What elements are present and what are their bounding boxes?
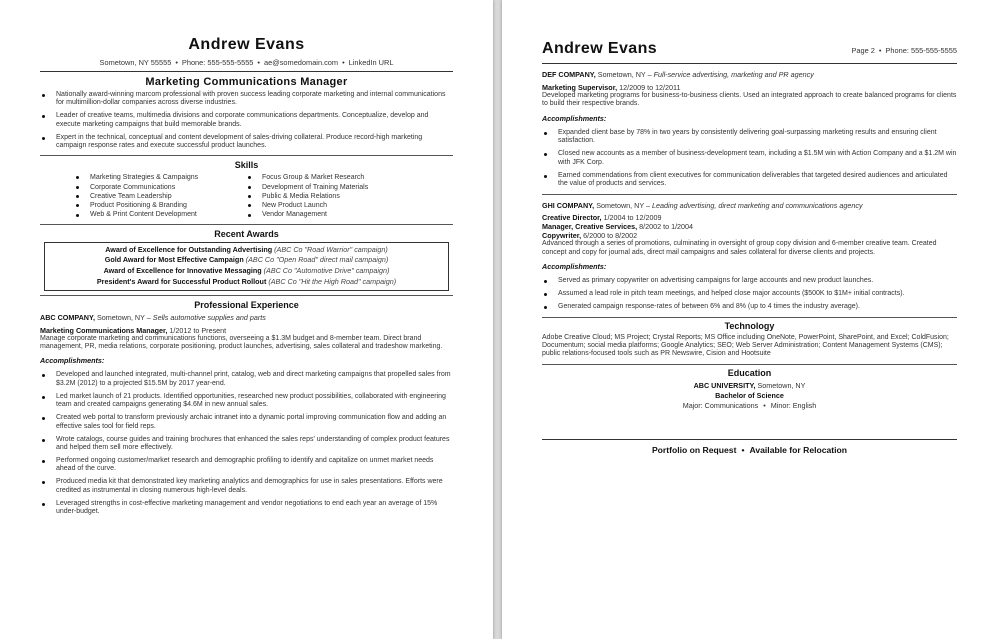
accomplishment-item: Served as primary copywriter on advertising campaigns for large accounts and new product launches. — [542, 277, 957, 285]
award-detail: (ABC Co "Automotive Drive" campaign) — [263, 266, 390, 276]
resume-page-2 — [502, 0, 997, 639]
school-name: ABC UNIVERSITY, — [693, 380, 756, 390]
accomplishments-list — [542, 277, 957, 311]
contact-location: Sometown, NY 55555 — [99, 58, 172, 67]
accomplishment-item: Generated campaign response-rates of between 6% and 8% (up to 4 times the industry average). — [542, 303, 957, 311]
accomplishment-item: Assumed a lead role in pitch team meetings, and helped close major accounts ($500K to $1M+ initial contracts). — [542, 290, 957, 298]
major: Major: Communications — [682, 400, 759, 410]
divider — [542, 317, 957, 318]
role-line — [542, 222, 957, 231]
award-item — [45, 266, 448, 277]
award-name: Award of Excellence for Outstanding Advertising — [105, 244, 273, 254]
contact-line — [40, 58, 453, 67]
education-school — [542, 381, 957, 391]
candidate-name: Andrew Evans — [188, 36, 305, 53]
divider — [40, 295, 453, 296]
role-dates: 1/2012 to Present — [169, 325, 227, 335]
technology-text: Adobe Creative Cloud; MS Project; Crystal Reports; MS Office including OneNote, PowerPoint, SharePoint, and Excel; ColdFusion; Documentum; social media platforms; Google Analytics; SEO; Web Server Administration; Content Management Systems (CMS); public relations-focused tools such as PR Newswire, Cision and Hootsuite — [542, 333, 949, 358]
separator: • — [763, 400, 766, 410]
page2-header — [542, 40, 957, 58]
page-number: Page 2 — [851, 46, 875, 55]
award-item — [45, 245, 448, 256]
skill-item: Focus Group & Market Research — [248, 173, 420, 182]
company-name: DEF COMPANY, — [542, 70, 596, 79]
summary-item: Expert in the technical, conceptual and content development of sales-driving collateral. Produce record-high marketing campaign response rates and execute successful product launches. — [40, 134, 453, 151]
separator: • — [175, 58, 178, 67]
role-title: Marketing Communications Manager, — [40, 325, 168, 335]
technology-title: Technology — [724, 320, 775, 331]
award-detail: (ABC Co "Hit the High Road" campaign) — [268, 276, 397, 286]
awards-title: Recent Awards — [214, 228, 279, 239]
company-location: Sometown, NY – — [96, 312, 151, 322]
contact-phone: Phone: 555-555-5555 — [181, 58, 254, 67]
role-dates: 12/2009 to 12/2011 — [619, 83, 681, 92]
role-title: Manager, Creative Services, — [542, 222, 638, 232]
divider — [40, 224, 453, 225]
role-line — [40, 326, 453, 335]
role-line — [542, 213, 957, 222]
role-title: Marketing Supervisor, — [542, 83, 618, 92]
role-title: Copywriter, — [542, 231, 582, 241]
skill-item: Corporate Communications — [76, 183, 248, 192]
company-line — [542, 70, 957, 80]
experience-title: Professional Experience — [194, 299, 299, 310]
company-name: ABC COMPANY, — [40, 312, 95, 322]
award-item — [45, 255, 448, 266]
summary-item: Leader of creative teams, multimedia divisions and corporate communications departments. Conceptualize, develop and execute marketing campaigns that build memorable brands. — [40, 112, 453, 129]
education-title: Education — [727, 367, 772, 378]
award-name: Award of Excellence for Innovative Messaging — [103, 266, 262, 276]
award-name: Gold Award for Most Effective Campaign — [104, 255, 244, 265]
skill-item: Creative Team Leadership — [76, 192, 248, 201]
role-dates: 1/2004 to 12/2009 — [603, 213, 662, 223]
footer-line — [542, 445, 957, 455]
accomplishment-item: Leveraged strengths in cost-effective marketing management and vendor negotiations to end each year an average of 15% under-budget. — [40, 500, 453, 517]
divider — [542, 439, 957, 440]
skill-item: Marketing Strategies & Campaigns — [76, 173, 248, 182]
company-location: Sometown, NY – — [596, 201, 650, 211]
role-line — [542, 231, 957, 240]
education-degree — [542, 391, 957, 401]
company-desc: Leading advertising, direct marketing and communications agency — [652, 201, 863, 211]
minor: Minor: English — [770, 400, 817, 410]
contact-email: ae@somedomain.com — [264, 58, 339, 67]
degree: Bachelor of Science — [715, 390, 784, 400]
divider — [40, 155, 453, 156]
award-item — [45, 277, 448, 288]
role-dates: 8/2002 to 1/2004 — [639, 222, 694, 232]
footer-relocation: Available for Relocation — [749, 444, 848, 455]
award-name: President's Award for Successful Product Rollout — [96, 276, 267, 286]
skills-list — [40, 173, 453, 219]
accomplishment-item: Wrote catalogs, course guides and training brochures that enhanced the sales reps' understanding of complex product features and helped them sell more effectively. — [40, 436, 453, 453]
summary-list — [40, 91, 453, 151]
award-detail: (ABC Co "Road Warrior" campaign) — [274, 244, 388, 254]
skill-item: Product Positioning & Branding — [76, 201, 248, 210]
skill-item: Public & Media Relations — [248, 192, 420, 201]
role-title: Creative Director, — [542, 213, 602, 223]
company-line — [542, 201, 957, 211]
award-detail: (ABC Co "Open Road" direct mail campaign) — [245, 255, 389, 265]
separator: • — [741, 444, 745, 455]
skills-title: Skills — [234, 160, 259, 171]
education-major-minor — [542, 401, 957, 411]
headline: Marketing Communications Manager — [145, 76, 348, 88]
contact-phone: Phone: 555-555-5555 — [885, 46, 957, 55]
accomplishment-item: Earned commendations from client executives for communication deliverables that targeted desired audiences and articulated the value of products and services. — [542, 172, 957, 189]
skills-column-left — [76, 173, 248, 219]
awards-box — [44, 242, 449, 291]
contact-linkedin: LinkedIn URL — [348, 58, 394, 67]
accomplishments-label: Accomplishments: — [40, 356, 105, 366]
role-summary: Advanced through a series of promotions, culminating in oversight of group copy division and 6-member creative team. Created concept and copy for journal ads, direct mail campaigns and sales collateral for diverse clients and projects. — [542, 240, 937, 256]
divider — [542, 63, 957, 64]
footer-portfolio: Portfolio on Request — [651, 444, 737, 455]
skills-column-right — [248, 173, 420, 219]
divider — [542, 194, 957, 195]
accomplishment-item: Led market launch of 21 products. Identified opportunities, researched new product possibilities, collaborated with engineering team and created campaigns generating $4.6M in new annual sales. — [40, 393, 453, 410]
accomplishments-list — [40, 371, 453, 516]
company-location: Sometown, NY – — [597, 70, 652, 79]
divider — [542, 364, 957, 365]
skill-item: Development of Training Materials — [248, 183, 420, 192]
separator: • — [257, 58, 261, 67]
accomplishment-item: Expanded client base by 78% in two years by consistently delivering goal-surpassing marketing results and ensuring client satisfaction. — [542, 129, 957, 146]
company-desc: Full-service advertising, marketing and PR agency — [653, 70, 814, 79]
accomplishment-item: Created web portal to transform previously archaic intranet into a dynamic portal improving communication flow and adding an effective sales tool for field reps. — [40, 414, 453, 431]
role-dates: 6/2000 to 8/2002 — [583, 231, 638, 241]
skill-item: New Product Launch — [248, 201, 420, 210]
company-name: GHI COMPANY, — [542, 201, 595, 211]
school-location: Sometown, NY — [757, 380, 806, 390]
skill-item: Vendor Management — [248, 210, 420, 219]
company-desc: Sells automotive supplies and parts — [152, 312, 266, 322]
accomplishment-item: Produced media kit that demonstrated key marketing analytics and demographics for use in sales presentations. Efforts were credited as instrumental in closing numerous high-level deals. — [40, 478, 453, 495]
accomplishments-list — [542, 129, 957, 189]
accomplishments-label: Accomplishments: — [542, 113, 607, 123]
separator: • — [878, 46, 882, 55]
accomplishment-item: Closed new accounts as a member of business-development team, including a $1.5M win with Action Company and a $1.2M win with JFK Corp. — [542, 150, 957, 167]
resume-page-1 — [0, 0, 493, 639]
accomplishment-item: Performed ongoing customer/market research and demographic profiling to identify and capitalize on unmet market needs ahead of the curve. — [40, 457, 453, 474]
accomplishment-item: Developed and launched integrated, multi-channel print, catalog, web and direct marketing campaigns that propelled sales from $3.2M (2012) to a projected $15.5M by 2017 year-end. — [40, 371, 453, 388]
company-line — [40, 313, 453, 323]
accomplishments-label: Accomplishments: — [542, 262, 607, 272]
role-summary: Developed marketing programs for business-to-business clients. Used an integrated approach to create balanced programs for clients to build their respective brands. — [542, 92, 957, 108]
role-line — [542, 83, 957, 92]
page2-meta — [851, 46, 957, 55]
candidate-name: Andrew Evans — [542, 40, 658, 57]
divider — [40, 71, 453, 72]
skill-item: Web & Print Content Development — [76, 210, 248, 219]
role-summary: Manage corporate marketing and communications functions, overseeing a $1.3M budget and 8-member team. Direct brand management, PR, media relations, corporate positioning, product launches, advertising, sales collateral and tradeshow marketing. — [40, 334, 443, 350]
summary-item: Nationally award-winning marcom professional with proven success leading corporate marketing and internal communications for multimillion-dollar companies across diverse industries. — [40, 91, 453, 108]
separator: • — [342, 58, 345, 67]
